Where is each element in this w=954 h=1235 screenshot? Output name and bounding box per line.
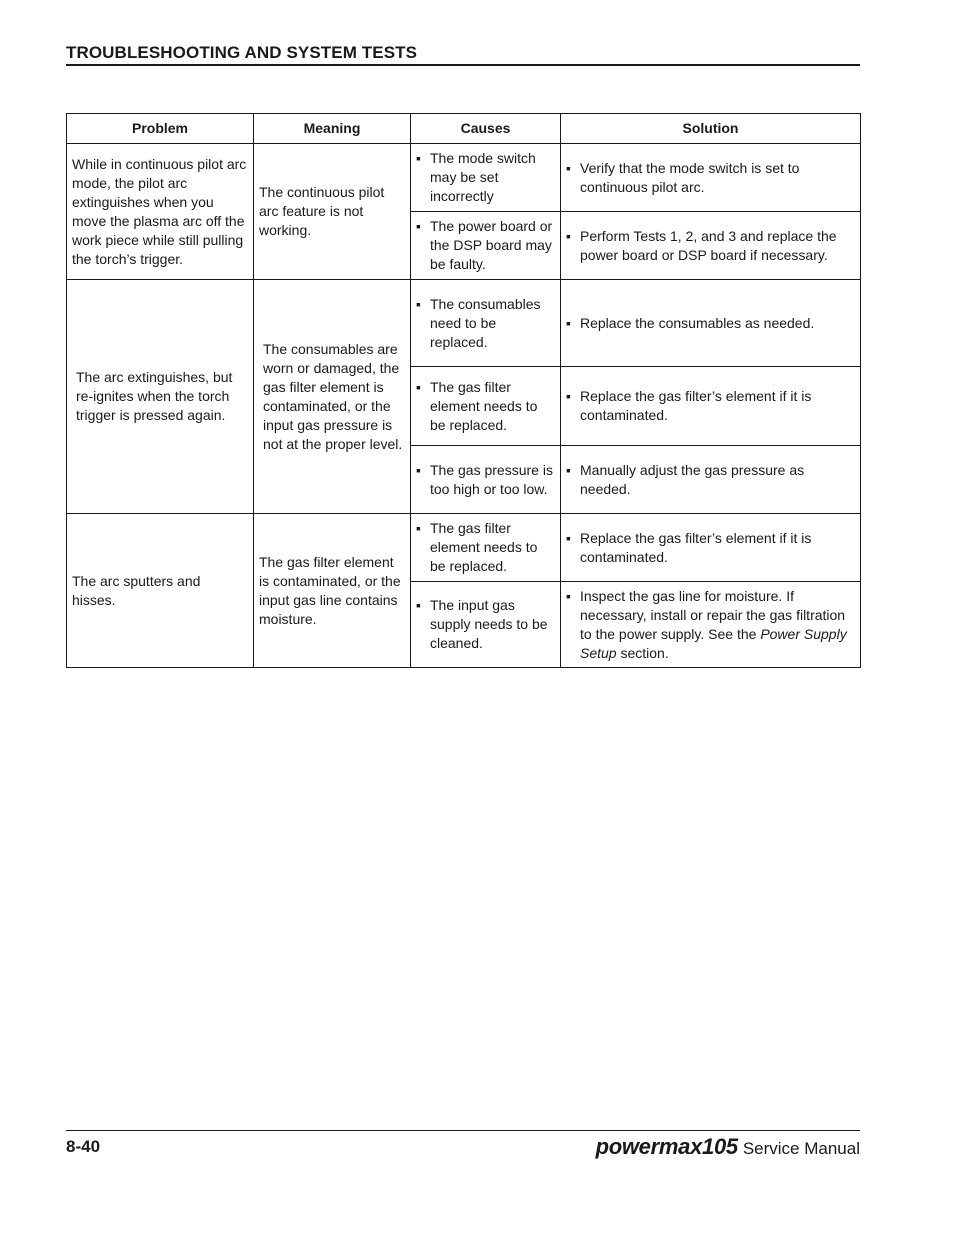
- cause-cell: [411, 280, 561, 367]
- cause-cell: [411, 446, 561, 514]
- manual-label: Service Manual: [742, 1139, 860, 1158]
- solution-text: [580, 587, 854, 663]
- cause-text: The consumables need to be replaced.: [430, 295, 541, 350]
- solution-cell: [561, 144, 861, 212]
- cause-cell: [411, 144, 561, 212]
- bullet-icon: ▪: [416, 295, 421, 312]
- column-header-problem: Problem: [67, 114, 254, 144]
- solution-cell: [561, 212, 861, 280]
- bullet-icon: ▪: [566, 159, 571, 176]
- table-header-row: [67, 114, 861, 144]
- solution-cell: [561, 280, 861, 367]
- column-header-causes: Causes: [411, 114, 561, 144]
- footer-brand: [596, 1134, 860, 1160]
- cause-cell: [411, 582, 561, 668]
- bullet-icon: ▪: [416, 150, 421, 166]
- solution-text: Perform Tests 1, 2, and 3 and replace the power board or DSP board if necessary.: [580, 227, 837, 263]
- problem-cell: The arc extinguishes, but re-ignites when the torch trigger is pressed again.: [67, 280, 254, 514]
- meaning-cell: The continuous pilot arc feature is not working.: [254, 144, 411, 280]
- column-header-solution: Solution: [561, 114, 861, 144]
- solution-text-part: section.: [616, 644, 669, 661]
- solution-text: Replace the consumables as needed.: [580, 314, 815, 331]
- page-number: 8-40: [66, 1137, 101, 1156]
- cause-text: The input gas supply needs to be cleaned.: [430, 597, 548, 651]
- cause-text: The gas pressure is too high or too low.: [430, 461, 553, 497]
- solution-cell: [561, 446, 861, 514]
- solution-text: Verify that the mode switch is set to continuous pilot arc.: [580, 159, 800, 195]
- meaning-cell: The consumables are worn or damaged, the gas filter element is contaminated, or the input gas pressure is not at the proper level.: [254, 280, 411, 514]
- solution-text-part: Inspect the gas line for moisture. If necessary, install or repair the gas filtration to the power supply. See the: [580, 587, 846, 642]
- section-title: TROUBLESHOOTING AND SYSTEM TESTS: [66, 43, 418, 62]
- solution-cell: [561, 582, 861, 668]
- troubleshooting-table: [66, 113, 861, 668]
- meaning-cell: The gas filter element is contaminated, or the input gas line contains moisture.: [254, 514, 411, 668]
- solution-text: Manually adjust the gas pressure as needed.: [580, 461, 805, 497]
- bullet-icon: ▪: [566, 388, 571, 404]
- problem-cell: The arc sputters and hisses.: [67, 514, 254, 668]
- table-row: [67, 280, 861, 367]
- table-row: [67, 144, 861, 212]
- product-logo-text: powermax105: [595, 1134, 738, 1159]
- solution-text: Replace the gas filter’s element if it is contaminated.: [580, 388, 812, 423]
- cause-text: The gas filter element needs to be replaced.: [430, 520, 538, 574]
- header-rule: [66, 64, 860, 66]
- cause-text: The mode switch may be set incorrectly: [430, 150, 536, 204]
- bullet-icon: ▪: [566, 529, 571, 546]
- bullet-icon: ▪: [566, 587, 571, 604]
- bullet-icon: ▪: [416, 597, 421, 613]
- solution-cell: [561, 367, 861, 446]
- bullet-icon: ▪: [566, 314, 571, 331]
- cause-text: The power board or the DSP board may be faulty.: [430, 218, 553, 272]
- cause-cell: [411, 212, 561, 280]
- footer-rule: [66, 1130, 860, 1131]
- section-reference: Power Supply Setup: [580, 625, 847, 661]
- cause-text: The gas filter element needs to be replaced.: [430, 378, 538, 433]
- bullet-icon: ▪: [416, 520, 421, 536]
- cause-cell: [411, 514, 561, 582]
- problem-cell: While in continuous pilot arc mode, the pilot arc extinguishes when you move the plasma arc off the work piece while still pulling the torch’s trigger.: [67, 144, 254, 280]
- table-row: [67, 514, 861, 582]
- column-header-meaning: Meaning: [254, 114, 411, 144]
- bullet-icon: ▪: [566, 461, 571, 478]
- bullet-icon: ▪: [416, 378, 421, 395]
- solution-text: Replace the gas filter’s element if it is contaminated.: [580, 529, 812, 565]
- bullet-icon: ▪: [416, 461, 421, 478]
- cause-cell: [411, 367, 561, 446]
- bullet-icon: ▪: [566, 227, 571, 244]
- solution-cell: [561, 514, 861, 582]
- bullet-icon: ▪: [416, 218, 421, 234]
